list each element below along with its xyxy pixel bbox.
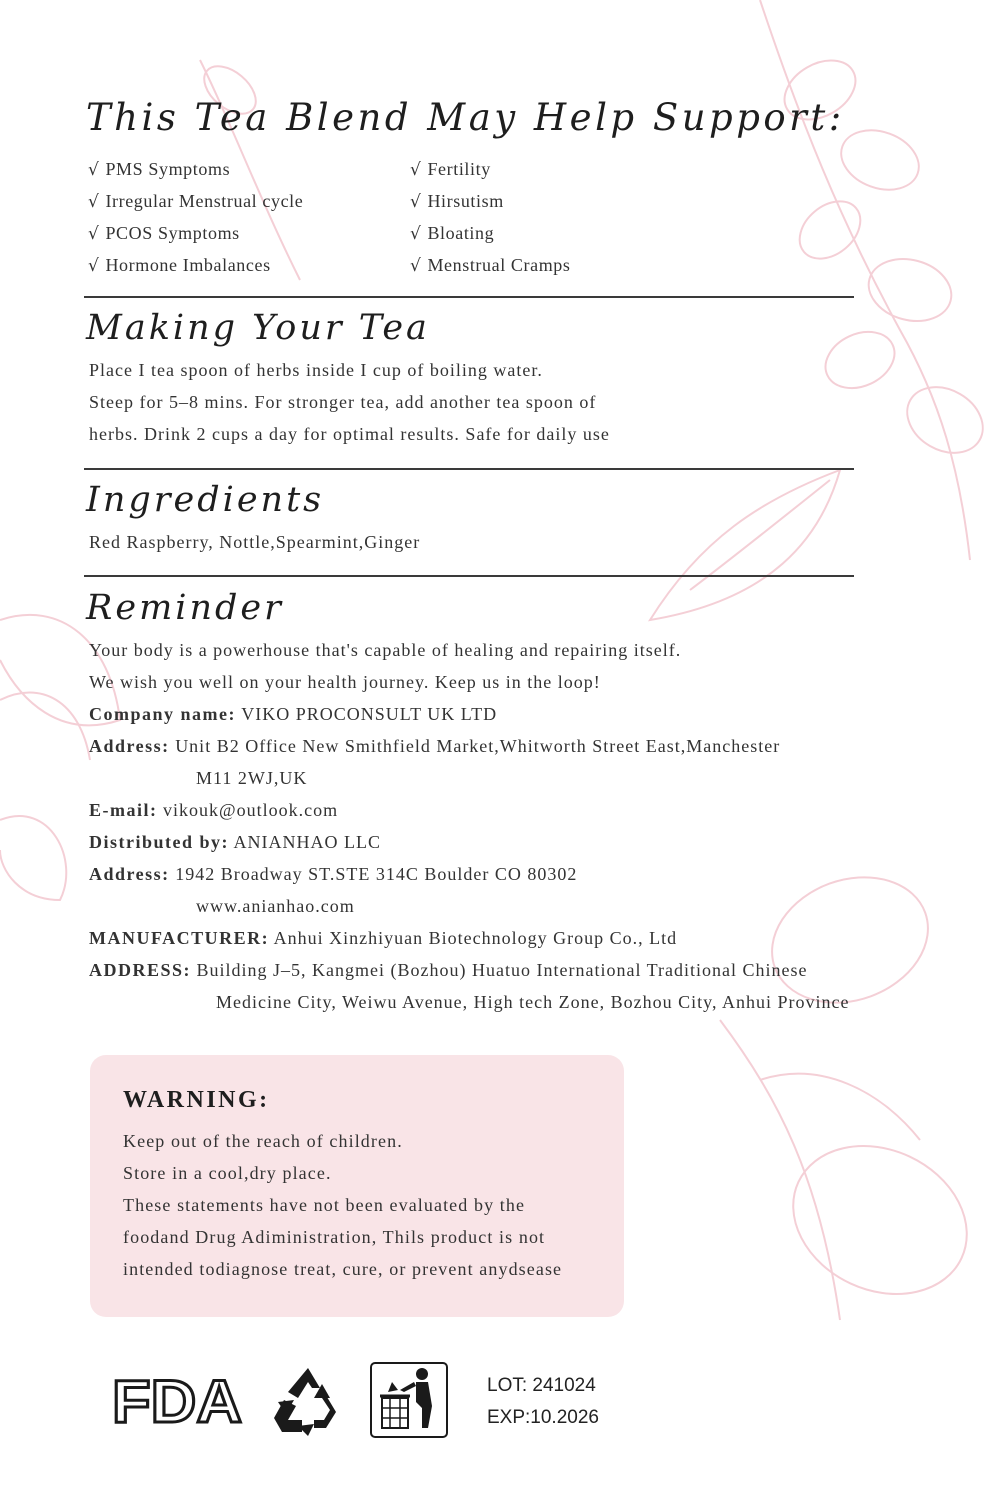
trash-bin-icon [370, 1362, 448, 1438]
making-instructions [89, 356, 610, 452]
manufacturer-address-row [89, 956, 849, 988]
lot-number: LOT: 241024 [487, 1375, 596, 1396]
manufacturer-row [89, 924, 849, 956]
distributor-address-row [89, 860, 849, 892]
address-row-continued: M11 2WJ,UK [196, 768, 308, 788]
ingredients-text: Red Raspberry, Nottle,Spearmint,Ginger [89, 532, 421, 552]
making-line: herbs. Drink 2 cups a day for optimal results. Safe for daily use [89, 424, 610, 444]
benefit-item: √ Hormone Imbalances [88, 255, 271, 276]
fda-logo-text: FDA [112, 1372, 242, 1428]
warning-line: These statements have not been evaluated by the [123, 1195, 526, 1215]
warning-box [90, 1055, 624, 1317]
check-icon: √ [410, 256, 422, 276]
distributor-label: Distributed by: [89, 832, 230, 852]
check-icon: √ [88, 256, 100, 276]
ingredients-title: Ingredients [86, 480, 325, 520]
check-icon: √ [410, 192, 422, 212]
warning-line: Keep out of the reach of children. [123, 1131, 403, 1151]
distributor-address-label: Address: [89, 864, 170, 884]
warning-title: WARNING: [123, 1087, 270, 1113]
address-row [89, 732, 849, 764]
benefit-item: √ Menstrual Cramps [410, 255, 571, 276]
company-row [89, 700, 849, 732]
benefit-item: √ Irregular Menstrual cycle [88, 191, 304, 212]
check-icon: √ [88, 224, 100, 244]
manufacturer-address-continued: Medicine City, Weiwu Avenue, High tech Zone, Bozhou City, Anhui Province [216, 992, 850, 1012]
making-title: Making Your Tea [86, 308, 430, 348]
reminder-title: Reminder [86, 588, 284, 628]
warning-text [123, 1127, 562, 1287]
benefit-item: √ Bloating [410, 223, 495, 244]
distributor-address-value: 1942 Broadway ST.STE 314C Boulder CO 80302 [175, 864, 578, 884]
distributor-row [89, 828, 849, 860]
reminder-line: Your body is a powerhouse that's capable of healing and repairing itself. [89, 640, 682, 660]
section-divider [84, 468, 854, 470]
section-divider [84, 296, 854, 298]
warning-line: intended todiagnose treat, cure, or prevent anydsease [123, 1259, 563, 1279]
benefit-item: √ PCOS Symptoms [88, 223, 240, 244]
manufacturer-address-value: Building J–5, Kangmei (Bozhou) Huatuo International Traditional Chinese [196, 960, 808, 980]
benefit-item: √ Hirsutism [410, 191, 504, 212]
address-label: Address: [89, 736, 170, 756]
expiry-date: EXP:10.2026 [487, 1407, 599, 1428]
check-icon: √ [410, 224, 422, 244]
reminder-info [89, 636, 849, 1020]
check-icon: √ [88, 192, 100, 212]
manufacturer-label: MANUFACTURER: [89, 928, 270, 948]
reminder-line: We wish you well on your health journey. Keep us in the loop! [89, 672, 601, 692]
benefits-list-right [410, 156, 571, 284]
ingredients-text-block [89, 528, 420, 560]
address-value: Unit B2 Office New Smithfield Market,Whitworth Street East,Manchester [175, 736, 781, 756]
company-value: VIKO PROCONSULT UK LTD [241, 704, 498, 724]
email-row [89, 796, 849, 828]
manufacturer-address-label: ADDRESS: [89, 960, 192, 980]
warning-line: foodand Drug Adiministration, Thils product is not [123, 1227, 546, 1247]
recycle-icon [268, 1362, 348, 1442]
benefit-item: √ PMS Symptoms [88, 159, 231, 180]
manufacturer-value: Anhui Xinzhiyuan Biotechnology Group Co., Ltd [273, 928, 678, 948]
benefits-list-left [88, 156, 303, 284]
making-line: Place I tea spoon of herbs inside I cup of boiling water. [89, 360, 543, 380]
section-divider [84, 575, 854, 577]
warning-line: Store in a cool,dry place. [123, 1163, 332, 1183]
lot-exp-block [487, 1374, 599, 1430]
fda-logo [112, 1372, 244, 1428]
company-label: Company name: [89, 704, 237, 724]
distributor-value: ANIANHAO LLC [233, 832, 382, 852]
check-icon: √ [88, 160, 100, 180]
benefit-item: √ Fertility [410, 159, 491, 180]
check-icon: √ [410, 160, 422, 180]
making-line: Steep for 5–8 mins. For stronger tea, add another tea spoon of [89, 392, 597, 412]
email-label: E-mail: [89, 800, 158, 820]
benefits-title: This Tea Blend May Help Support: [86, 96, 845, 139]
distributor-website: www.anianhao.com [196, 896, 355, 916]
email-value: vikouk@outlook.com [163, 800, 339, 820]
